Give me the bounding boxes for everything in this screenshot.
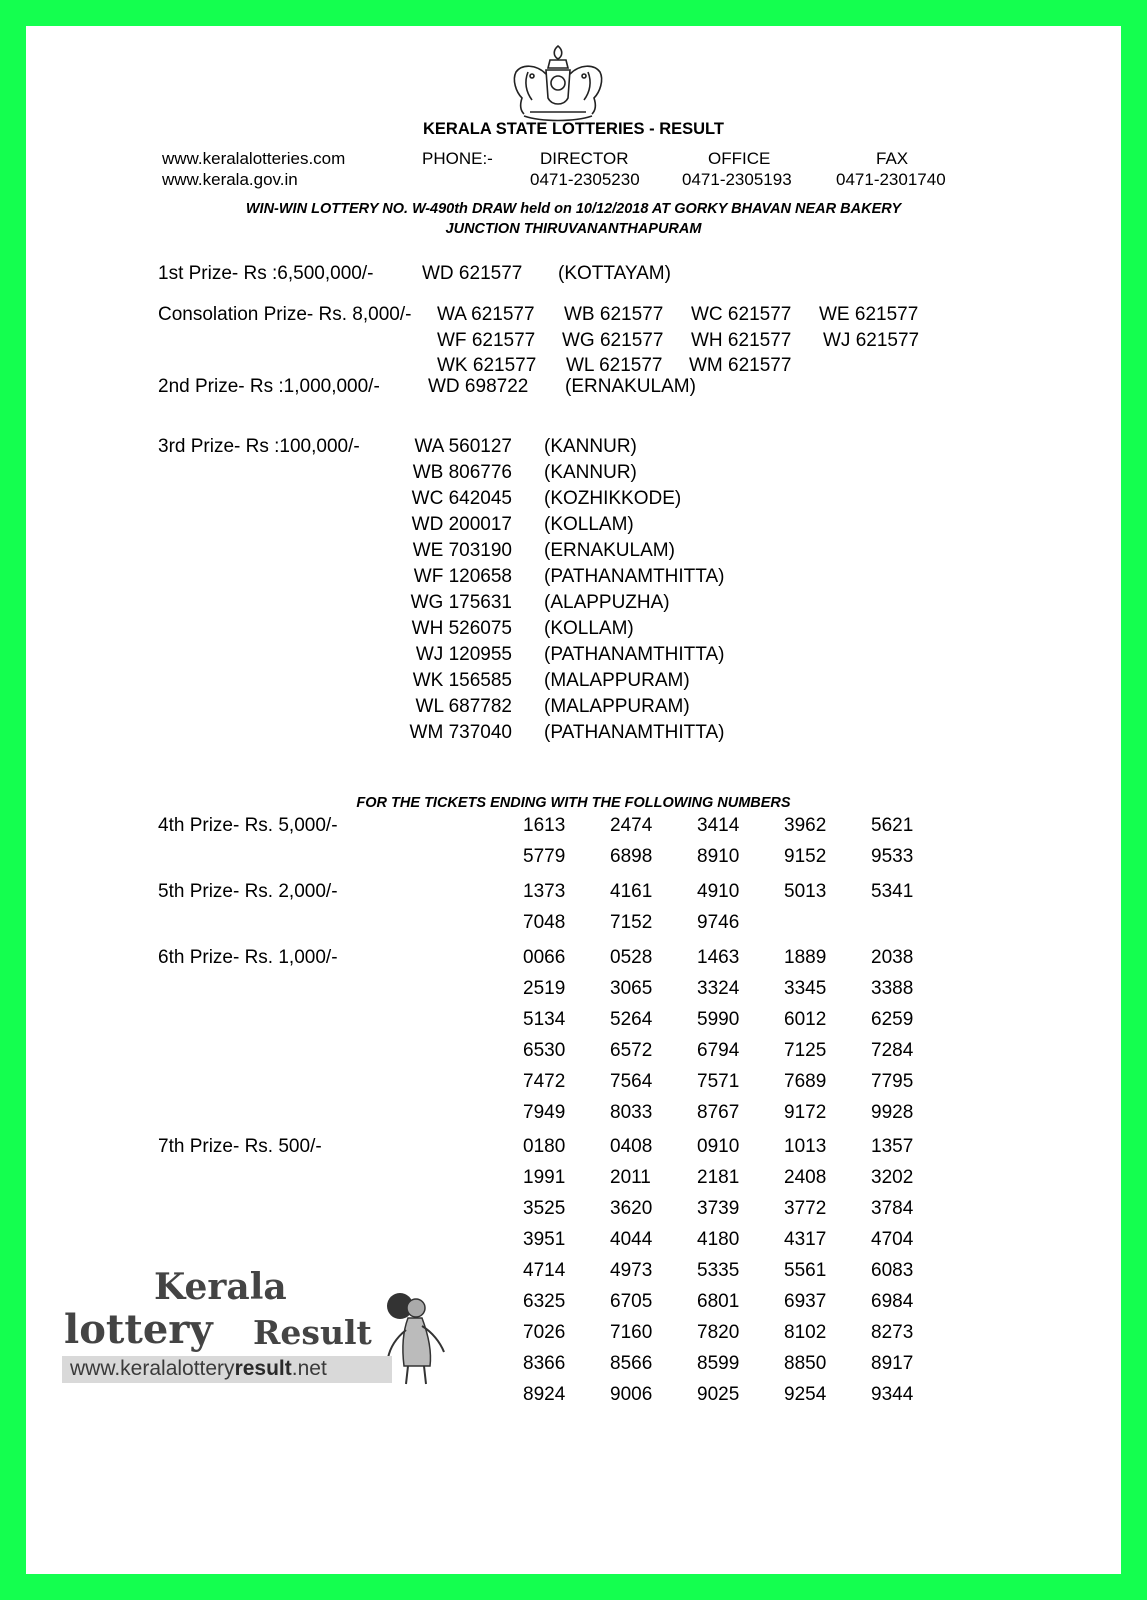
ending-number: 8917 [871,1353,914,1374]
third-prize-place: (ALAPPUZHA) [544,592,670,613]
fax-label: FAX [876,149,909,168]
third-prize-ticket: WA 560127 [414,436,512,457]
ending-number: 5134 [523,1009,566,1030]
ending-number: 3772 [784,1198,827,1219]
consolation-ticket: WL 621577 [566,355,663,376]
ending-number: 4973 [610,1260,653,1281]
third-prize-place: (PATHANAMTHITTA) [544,644,725,665]
ending-number: 6530 [523,1040,566,1061]
ending-number: 5013 [784,881,827,902]
consolation-ticket: WH 621577 [691,330,792,351]
ending-number: 1373 [523,881,566,902]
ending-number: 9344 [871,1384,914,1405]
third-prize-place: (PATHANAMTHITTA) [544,566,725,587]
ending-number: 3739 [697,1198,740,1219]
ending-number: 0180 [523,1136,566,1157]
third-prize-place: (KOZHIKKODE) [544,488,682,509]
fax-number: 0471-2301740 [836,170,946,189]
ending-number: 3345 [784,978,827,999]
first-prize-ticket: WD 621577 [422,263,523,284]
ending-number: 5264 [610,1009,653,1030]
ending-number: 6259 [871,1009,914,1030]
ending-number: 5621 [871,815,914,836]
third-prize-place: (MALAPPURAM) [544,670,690,691]
third-prize-ticket: WH 526075 [411,618,512,639]
ending-number: 1991 [523,1167,566,1188]
third-prize-ticket: WE 703190 [412,540,512,561]
ending-number: 3414 [697,815,740,836]
ending-number: 7472 [523,1071,566,1092]
consolation-ticket: WE 621577 [819,304,919,325]
ending-number: 8102 [784,1322,827,1343]
ending-number: 7689 [784,1071,827,1092]
ending-number: 1013 [784,1136,827,1157]
ending-number: 5335 [697,1260,740,1281]
ending-number: 3525 [523,1198,566,1219]
fifth-prize-label: 5th Prize- Rs. 2,000/- [158,881,338,902]
ending-number: 9152 [784,846,827,867]
ending-number: 4180 [697,1229,740,1250]
third-prize-place: (PATHANAMTHITTA) [544,722,725,743]
third-prize-ticket: WK 156585 [412,670,512,691]
ending-number: 1357 [871,1136,914,1157]
third-prize-ticket: WC 642045 [411,488,512,509]
ending-number: 4044 [610,1229,653,1250]
consolation-ticket: WG 621577 [562,330,664,351]
office-label: OFFICE [708,149,771,168]
ending-number: 0910 [697,1136,740,1157]
third-prize-ticket: WM 737040 [409,722,512,743]
website-link-2[interactable]: www.kerala.gov.in [162,170,298,189]
consolation-ticket: WF 621577 [437,330,536,351]
ending-number: 8033 [610,1102,653,1123]
ending-number: 8850 [784,1353,827,1374]
third-prize-label: 3rd Prize- Rs :100,000/- [158,436,360,457]
ending-number: 3784 [871,1198,914,1219]
ending-number: 1613 [523,815,566,836]
ending-number: 7125 [784,1040,827,1061]
office-phone: 0471-2305193 [682,170,792,189]
phone-label: PHONE:- [422,149,493,168]
ending-number: 6012 [784,1009,827,1030]
ending-number: 3620 [610,1198,653,1219]
consolation-ticket: WJ 621577 [823,330,920,351]
third-prize-ticket: WD 200017 [411,514,512,535]
fourth-prize-label: 4th Prize- Rs. 5,000/- [158,815,338,836]
consolation-prize-label: Consolation Prize- Rs. 8,000/- [158,304,412,325]
ending-number: 2408 [784,1167,827,1188]
ending-number: 7571 [697,1071,740,1092]
ending-number: 3962 [784,815,827,836]
ending-number: 6898 [610,846,653,867]
draw-info-line-2: JUNCTION THIRUVANANTHAPURAM [445,221,702,237]
ending-number: 6801 [697,1291,740,1312]
third-prize-place: (KOLLAM) [544,514,634,535]
ending-number: 4714 [523,1260,566,1281]
ending-number: 8273 [871,1322,914,1343]
ending-number: 2474 [610,815,653,836]
ending-number: 5341 [871,881,914,902]
ending-number: 7795 [871,1071,914,1092]
ending-number: 8566 [610,1353,653,1374]
website-link-1[interactable]: www.keralalotteries.com [162,149,346,168]
consolation-ticket: WA 621577 [437,304,535,325]
ending-number: 6325 [523,1291,566,1312]
third-prize-ticket: WB 806776 [412,462,512,483]
ending-number: 8767 [697,1102,740,1123]
ending-number: 9006 [610,1384,653,1405]
third-prize-place: (KANNUR) [544,436,637,457]
draw-info-line-1: WIN-WIN LOTTERY NO. W-490th DRAW held on 10/12/2018 AT GORKY BHAVAN NEAR BAKERY [245,201,902,217]
second-prize-ticket: WD 698722 [428,376,529,397]
ending-number: 8910 [697,846,740,867]
page-title: KERALA STATE LOTTERIES - RESULT [423,120,724,138]
ending-number: 5990 [697,1009,740,1030]
ending-number: 7820 [697,1322,740,1343]
third-prize-place: (KOLLAM) [544,618,634,639]
kerala-emblem-icon [506,42,610,124]
ending-numbers-heading: FOR THE TICKETS ENDING WITH THE FOLLOWING NUMBERS [356,795,791,811]
consolation-ticket: WK 621577 [437,355,537,376]
ending-number: 7026 [523,1322,566,1343]
ending-number: 8366 [523,1353,566,1374]
ending-number: 1463 [697,947,740,968]
ending-number: 7160 [610,1322,653,1343]
first-prize-place: (KOTTAYAM) [558,263,671,284]
watermark-word-kerala: Kerala [154,1266,287,1308]
ending-number: 9533 [871,846,914,867]
watermark-url[interactable]: www.keralalotteryresult.net [70,1357,327,1380]
ending-number: 2038 [871,947,914,968]
ending-number: 9025 [697,1384,740,1405]
ending-number: 7152 [610,912,653,933]
ending-number: 9928 [871,1102,914,1123]
ending-number: 9746 [697,912,740,933]
ending-number: 2519 [523,978,566,999]
result-sheet [26,26,1121,1574]
ending-number: 6984 [871,1291,914,1312]
consolation-ticket: WB 621577 [564,304,664,325]
ending-number: 2181 [697,1167,740,1188]
second-prize-place: (ERNAKULAM) [565,376,696,397]
watermark-word-lottery: lottery [64,1306,213,1353]
third-prize-place: (ERNAKULAM) [544,540,675,561]
ending-number: 9254 [784,1384,827,1405]
director-phone: 0471-2305230 [530,170,640,189]
ending-number: 5561 [784,1260,827,1281]
consolation-ticket: WM 621577 [689,355,792,376]
ending-number: 8924 [523,1384,566,1405]
ending-number: 0408 [610,1136,653,1157]
ending-number: 7048 [523,912,566,933]
third-prize-ticket: WL 687782 [415,696,512,717]
third-prize-ticket: WJ 120955 [415,644,512,665]
ending-number: 7284 [871,1040,914,1061]
ending-number: 6083 [871,1260,914,1281]
ending-number: 5779 [523,846,566,867]
ending-number: 6705 [610,1291,653,1312]
ending-number: 3202 [871,1167,914,1188]
ending-number: 4317 [784,1229,827,1250]
ending-number: 4161 [610,881,653,902]
ending-number: 0066 [523,947,566,968]
director-label: DIRECTOR [540,149,629,168]
first-prize-label: 1st Prize- Rs :6,500,000/- [158,263,374,284]
ending-number: 3065 [610,978,653,999]
second-prize-label: 2nd Prize- Rs :1,000,000/- [158,376,380,397]
watermark-word-result: Result [253,1313,372,1352]
ending-number: 0528 [610,947,653,968]
ending-number: 6794 [697,1040,740,1061]
ending-number: 7949 [523,1102,566,1123]
ending-number: 3324 [697,978,740,999]
ending-number: 9172 [784,1102,827,1123]
sixth-prize-label: 6th Prize- Rs. 1,000/- [158,947,338,968]
ending-number: 3388 [871,978,914,999]
ending-number: 8599 [697,1353,740,1374]
third-prize-ticket: WG 175631 [410,592,512,613]
ending-number: 7564 [610,1071,653,1092]
ending-number: 2011 [610,1167,651,1188]
third-prize-place: (KANNUR) [544,462,637,483]
third-prize-place: (MALAPPURAM) [544,696,690,717]
ending-number: 3951 [523,1229,566,1250]
third-prize-ticket: WF 120658 [413,566,512,587]
ending-number: 6572 [610,1040,653,1061]
ending-number: 6937 [784,1291,827,1312]
consolation-ticket: WC 621577 [691,304,792,325]
ending-number: 4910 [697,881,740,902]
ending-number: 4704 [871,1229,914,1250]
seventh-prize-label: 7th Prize- Rs. 500/- [158,1136,322,1157]
ending-number: 1889 [784,947,827,968]
